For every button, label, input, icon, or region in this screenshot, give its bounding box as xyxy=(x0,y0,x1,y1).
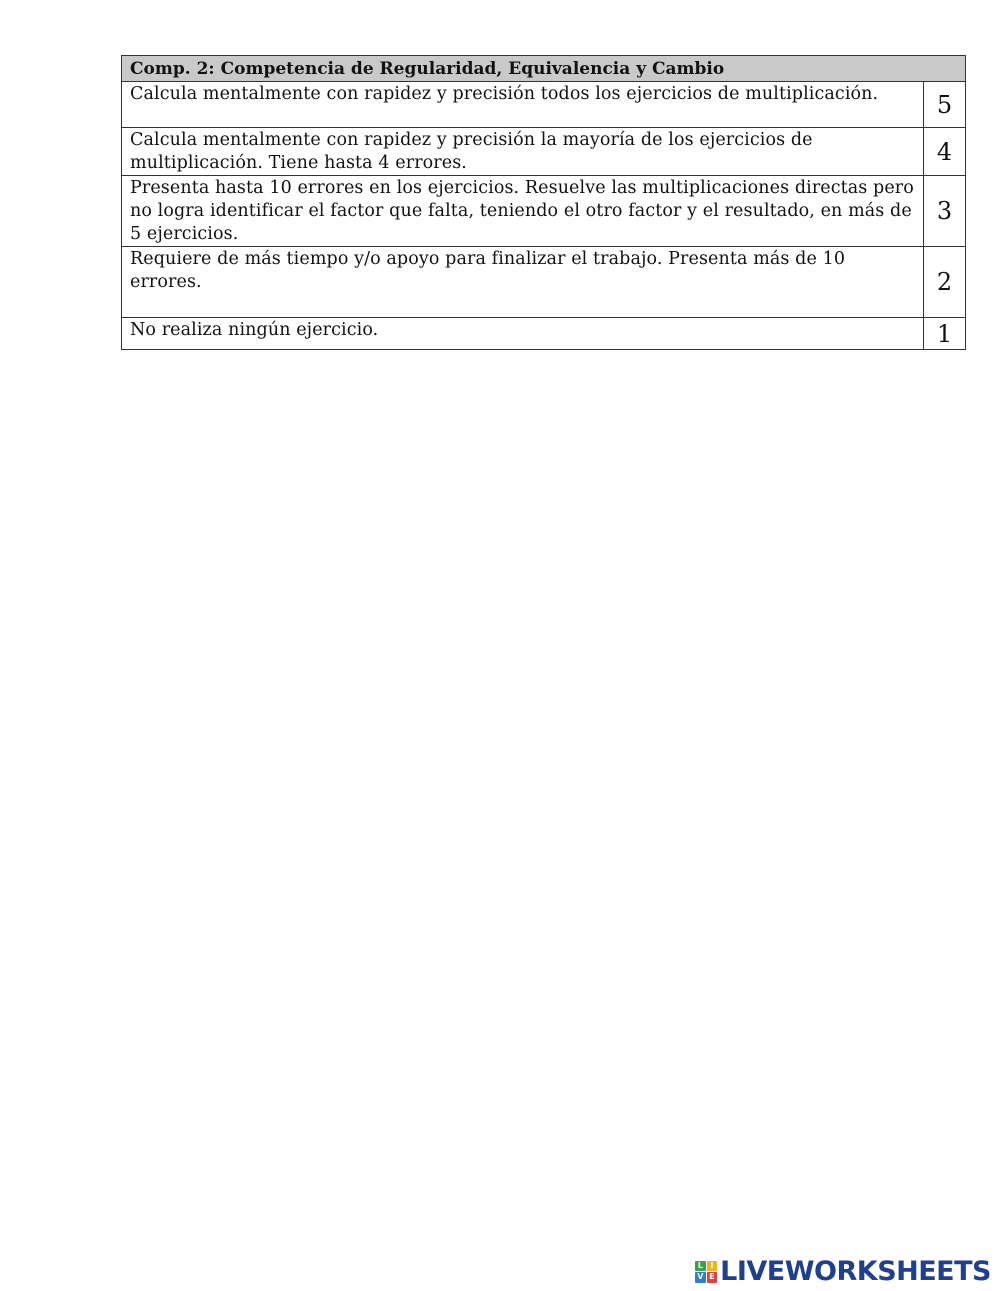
rubric-score: 1 xyxy=(924,318,966,350)
rubric-score: 2 xyxy=(924,247,966,318)
rubric-description: Requiere de más tiempo y/o apoyo para finalizar el trabajo. Presenta más de 10 errores. xyxy=(122,247,924,318)
liveworksheets-brand-text: LIVEWORKSHEETS xyxy=(720,1256,991,1287)
rubric-row xyxy=(122,318,966,350)
rubric-score: 5 xyxy=(924,82,966,128)
rubric-row xyxy=(122,82,966,128)
rubric-score: 4 xyxy=(924,128,966,176)
logo-tile-l: L xyxy=(695,1261,706,1272)
rubric-description: Calcula mentalmente con rapidez y precisión todos los ejercicios de multiplicación. xyxy=(122,82,924,128)
rubric-title: Comp. 2: Competencia de Regularidad, Equivalencia y Cambio xyxy=(122,56,966,82)
rubric-header-row xyxy=(122,56,966,82)
rubric-table xyxy=(121,55,966,350)
rubric-row xyxy=(122,176,966,247)
rubric-description: Presenta hasta 10 errores en los ejercicios. Resuelve las multiplicaciones directas pero no logra identificar el factor que falta, teniendo el otro factor y el resultado, en más de 5 ejercicios. xyxy=(122,176,924,247)
rubric-row xyxy=(122,247,966,318)
rubric-score: 3 xyxy=(924,176,966,247)
rubric-row xyxy=(122,128,966,176)
rubric-description: No realiza ningún ejercicio. xyxy=(122,318,924,350)
logo-tile-e: E xyxy=(707,1272,718,1283)
logo-tile-i: I xyxy=(707,1261,718,1272)
liveworksheets-logo[interactable] xyxy=(695,1256,991,1287)
liveworksheets-logo-icon xyxy=(695,1261,717,1283)
rubric-description: Calcula mentalmente con rapidez y precisión la mayoría de los ejercicios de multiplicación. Tiene hasta 4 errores. xyxy=(122,128,924,176)
logo-tile-v: V xyxy=(695,1272,706,1283)
